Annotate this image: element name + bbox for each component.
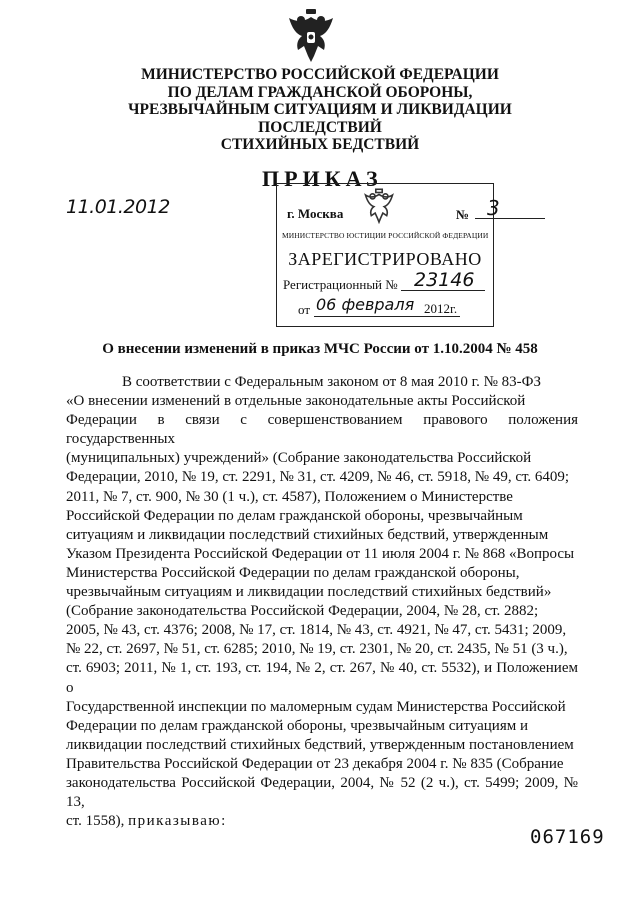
- registration-date-underline: [314, 316, 460, 317]
- ministry-line: ЧРЕЗВЫЧАЙНЫМ СИТУАЦИЯМ И ЛИКВИДАЦИИ ПОСЛЕДСТВИЙ: [128, 101, 512, 136]
- body-line: 2011, № 7, ст. 900, № 30 (1 ч.), ст. 4587), Положением о Министерстве: [66, 488, 513, 505]
- body-line: Министерства Российской Федерации по делам гражданской обороны,: [66, 564, 520, 581]
- registration-date-label: от: [298, 302, 311, 317]
- registration-number-label: Регистрационный №: [283, 277, 398, 292]
- registration-year: 2012г.: [424, 301, 458, 316]
- body-line: 2005, № 43, ст. 4376; 2008, № 17, ст. 1814, № 43, ст. 4921, № 47, ст. 5431; 2009,: [66, 622, 567, 639]
- body-line: Российской Федерации по делам гражданской обороны, чрезвычайным: [66, 507, 523, 524]
- body-line: Федерации по делам гражданской обороны, чрезвычайным ситуациям и: [66, 717, 529, 734]
- ministry-name: [100, 66, 540, 154]
- double-headed-eagle-icon: [286, 8, 336, 64]
- page-serial-number: 067169: [530, 826, 605, 848]
- order-title: ПРИКАЗ: [262, 166, 383, 191]
- stamp-ministry-line: МИНИСТЕРСТВО ЮСТИЦИИ РОССИЙСКОЙ ФЕДЕРАЦИИ: [282, 231, 489, 240]
- body-line: (Собрание законодательства Российской Федерации, 2004, № 28, ст. 2882;: [66, 603, 539, 620]
- body-line: (муниципальных) учреждений» (Собрание законодательства Российской: [66, 450, 532, 467]
- number-underline: [475, 218, 545, 219]
- body-line: Указом Президента Российской Федерации от 11 июля 2004 г. № 868 «Вопросы: [66, 545, 575, 562]
- body-line: ст. 6903; 2011, № 1, ст. 193, ст. 194, № 2, ст. 267, № 40, ст. 5532), и Положением о: [66, 660, 578, 696]
- handwritten-date: 11.01.2012: [66, 196, 170, 218]
- document-heading: О внесении изменений в приказ МЧС России от 1.10.2004 № 458: [102, 341, 538, 357]
- body-line: ситуациям и ликвидации последствий стихийных бедствий, утвержденным: [66, 526, 549, 543]
- registration-date: 06 февраля: [316, 295, 415, 314]
- document-body: [66, 373, 578, 831]
- ministry-line: ПО ДЕЛАМ ГРАЖДАНСКОЙ ОБОРОНЫ,: [167, 83, 473, 101]
- order-verb: приказываю:: [128, 813, 227, 830]
- body-line: ликвидации последствий стихийных бедствий, утвержденным постановлением: [66, 736, 574, 753]
- body-line: Федерации, 2010, № 19, ст. 2291, № 31, ст. 4209, № 46, ст. 5918, № 49, ст. 6409;: [66, 469, 570, 486]
- ministry-line: МИНИСТЕРСТВО РОССИЙСКОЙ ФЕДЕРАЦИИ: [141, 66, 499, 83]
- body-line: чрезвычайным ситуациям и ликвидации последствий стихийных бедствий»: [66, 584, 552, 601]
- body-line: Федерации в связи с совершенствованием правового положения государственных: [66, 412, 578, 448]
- body-last-line-start: ст. 1558),: [66, 813, 125, 830]
- body-line: законодательства Российской Федерации, 2004, № 52 (2 ч.), ст. 5499; 2009, № 13,: [66, 774, 578, 811]
- city: г. Москва: [287, 206, 344, 221]
- body-last-line: [66, 812, 578, 831]
- order-number: 3: [487, 196, 500, 220]
- registration-number: 23146: [414, 269, 475, 291]
- body-line: Государственной инспекции по маломерным судам Министерства Российской: [66, 698, 566, 715]
- body-line: № 22, ст. 2697, № 51, ст. 6285; 2010, № 19, ст. 2301, № 20, ст. 2435, № 51 (3 ч.),: [66, 641, 568, 658]
- registered-text: ЗАРЕГИСТРИРОВАНО: [288, 249, 482, 269]
- order-number-label: №: [456, 207, 470, 222]
- body-line: «О внесении изменений в отдельные законодательные акты Российской: [66, 393, 526, 410]
- registration-underline: [401, 290, 485, 291]
- body-line: В соответствии с Федеральным законом от 8 мая 2010 г. № 83-ФЗ: [122, 374, 542, 390]
- ministry-line: СТИХИЙНЫХ БЕДСТВИЙ: [220, 136, 420, 153]
- body-line: Правительства Российской Федерации от 23 декабря 2004 г. № 835 (Собрание: [66, 755, 564, 772]
- stamp-eagle-icon: [360, 188, 398, 224]
